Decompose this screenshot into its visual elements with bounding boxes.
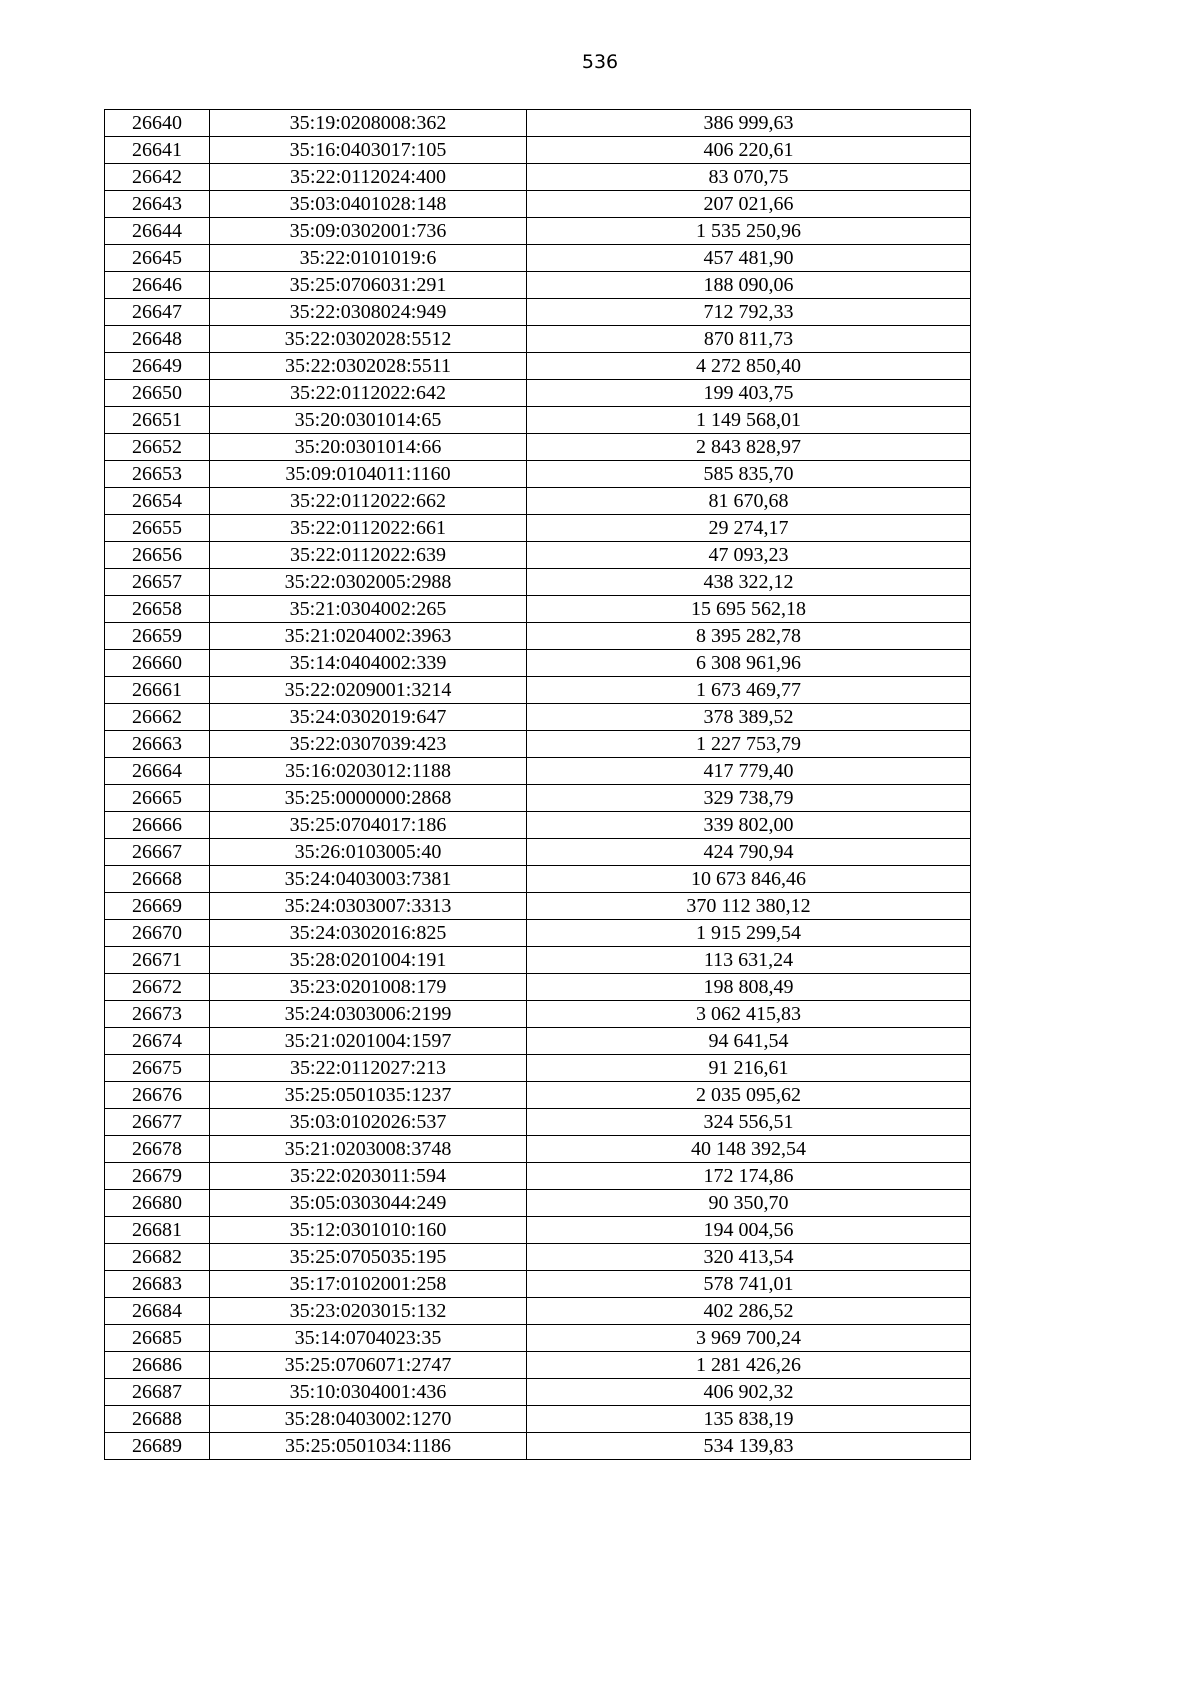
cadastral-number-cell: 35:28:0403002:1270 <box>210 1406 527 1433</box>
cadastral-value-cell: 198 808,49 <box>527 974 971 1001</box>
cadastral-value-cell: 712 792,33 <box>527 299 971 326</box>
cadastral-value-cell: 585 835,70 <box>527 461 971 488</box>
row-number-cell: 26651 <box>105 407 210 434</box>
cadastral-number-cell: 35:21:0203008:3748 <box>210 1136 527 1163</box>
table-row <box>105 488 971 515</box>
table-row <box>105 110 971 137</box>
table-row <box>105 1190 971 1217</box>
row-number-cell: 26671 <box>105 947 210 974</box>
cadastral-number-cell: 35:28:0201004:191 <box>210 947 527 974</box>
cadastral-value-cell: 29 274,17 <box>527 515 971 542</box>
table-row <box>105 1352 971 1379</box>
table-row <box>105 1244 971 1271</box>
table-row <box>105 461 971 488</box>
row-number-cell: 26675 <box>105 1055 210 1082</box>
cadastral-value-cell: 457 481,90 <box>527 245 971 272</box>
cadastral-number-cell: 35:24:0403003:7381 <box>210 866 527 893</box>
cadastral-number-cell: 35:22:0308024:949 <box>210 299 527 326</box>
cadastral-number-cell: 35:24:0302016:825 <box>210 920 527 947</box>
cadastral-number-cell: 35:14:0404002:339 <box>210 650 527 677</box>
table-row <box>105 353 971 380</box>
table-row <box>105 1136 971 1163</box>
row-number-cell: 26656 <box>105 542 210 569</box>
row-number-cell: 26663 <box>105 731 210 758</box>
table-row <box>105 1271 971 1298</box>
row-number-cell: 26644 <box>105 218 210 245</box>
cadastral-value-cell: 329 738,79 <box>527 785 971 812</box>
cadastral-number-cell: 35:22:0112022:662 <box>210 488 527 515</box>
table-row <box>105 272 971 299</box>
table-row <box>105 1055 971 1082</box>
cadastral-number-cell: 35:22:0112022:661 <box>210 515 527 542</box>
cadastral-value-cell: 207 021,66 <box>527 191 971 218</box>
table-row <box>105 1379 971 1406</box>
cadastral-value-cell: 135 838,19 <box>527 1406 971 1433</box>
table-row <box>105 677 971 704</box>
cadastral-number-cell: 35:10:0304001:436 <box>210 1379 527 1406</box>
cadastral-value-cell: 320 413,54 <box>527 1244 971 1271</box>
cadastral-number-cell: 35:25:0704017:186 <box>210 812 527 839</box>
cadastral-value-cell: 47 093,23 <box>527 542 971 569</box>
cadastral-value-cell: 15 695 562,18 <box>527 596 971 623</box>
row-number-cell: 26655 <box>105 515 210 542</box>
row-number-cell: 26666 <box>105 812 210 839</box>
cadastral-value-cell: 339 802,00 <box>527 812 971 839</box>
cadastral-value-cell: 370 112 380,12 <box>527 893 971 920</box>
cadastral-number-cell: 35:22:0112022:642 <box>210 380 527 407</box>
row-number-cell: 26689 <box>105 1433 210 1460</box>
cadastral-value-cell: 10 673 846,46 <box>527 866 971 893</box>
row-number-cell: 26654 <box>105 488 210 515</box>
cadastral-number-cell: 35:22:0112027:213 <box>210 1055 527 1082</box>
cadastral-number-cell: 35:22:0112024:400 <box>210 164 527 191</box>
row-number-cell: 26678 <box>105 1136 210 1163</box>
table-row <box>105 974 971 1001</box>
row-number-cell: 26653 <box>105 461 210 488</box>
row-number-cell: 26685 <box>105 1325 210 1352</box>
table-row <box>105 785 971 812</box>
cadastral-value-cell: 172 174,86 <box>527 1163 971 1190</box>
cadastral-value-cell: 3 969 700,24 <box>527 1325 971 1352</box>
cadastral-number-cell: 35:25:0705035:195 <box>210 1244 527 1271</box>
cadastral-number-cell: 35:23:0201008:179 <box>210 974 527 1001</box>
cadastral-value-cell: 113 631,24 <box>527 947 971 974</box>
cadastral-number-cell: 35:22:0209001:3214 <box>210 677 527 704</box>
cadastral-value-cell: 1 673 469,77 <box>527 677 971 704</box>
table-row <box>105 1433 971 1460</box>
cadastral-number-cell: 35:23:0203015:132 <box>210 1298 527 1325</box>
cadastral-value-cell: 534 139,83 <box>527 1433 971 1460</box>
row-number-cell: 26658 <box>105 596 210 623</box>
table-row <box>105 1298 971 1325</box>
row-number-cell: 26683 <box>105 1271 210 1298</box>
table-row <box>105 1001 971 1028</box>
row-number-cell: 26677 <box>105 1109 210 1136</box>
cadastral-number-cell: 35:24:0303006:2199 <box>210 1001 527 1028</box>
row-number-cell: 26665 <box>105 785 210 812</box>
table-row <box>105 1028 971 1055</box>
cadastral-value-cell: 2 035 095,62 <box>527 1082 971 1109</box>
cadastral-value-cell: 424 790,94 <box>527 839 971 866</box>
row-number-cell: 26662 <box>105 704 210 731</box>
cadastral-number-cell: 35:21:0304002:265 <box>210 596 527 623</box>
cadastral-number-cell: 35:22:0101019:6 <box>210 245 527 272</box>
cadastral-number-cell: 35:25:0000000:2868 <box>210 785 527 812</box>
cadastral-number-cell: 35:03:0102026:537 <box>210 1109 527 1136</box>
cadastral-number-cell: 35:22:0302028:5511 <box>210 353 527 380</box>
cadastral-value-cell: 1 227 753,79 <box>527 731 971 758</box>
row-number-cell: 26645 <box>105 245 210 272</box>
table-row <box>105 758 971 785</box>
cadastral-value-cell: 402 286,52 <box>527 1298 971 1325</box>
cadastral-number-cell: 35:22:0302028:5512 <box>210 326 527 353</box>
row-number-cell: 26676 <box>105 1082 210 1109</box>
cadastral-number-cell: 35:22:0112022:639 <box>210 542 527 569</box>
cadastral-value-cell: 199 403,75 <box>527 380 971 407</box>
table-row <box>105 542 971 569</box>
cadastral-number-cell: 35:24:0303007:3313 <box>210 893 527 920</box>
cadastral-number-cell: 35:21:0204002:3963 <box>210 623 527 650</box>
row-number-cell: 26641 <box>105 137 210 164</box>
cadastral-value-cell: 386 999,63 <box>527 110 971 137</box>
row-number-cell: 26687 <box>105 1379 210 1406</box>
table-row <box>105 191 971 218</box>
table-row <box>105 1217 971 1244</box>
cadastral-number-cell: 35:16:0203012:1188 <box>210 758 527 785</box>
cadastral-number-cell: 35:17:0102001:258 <box>210 1271 527 1298</box>
table-row <box>105 164 971 191</box>
table-row <box>105 947 971 974</box>
cadastral-value-cell: 406 902,32 <box>527 1379 971 1406</box>
cadastral-value-cell: 91 216,61 <box>527 1055 971 1082</box>
row-number-cell: 26674 <box>105 1028 210 1055</box>
cadastral-value-cell: 2 843 828,97 <box>527 434 971 461</box>
cadastral-value-cell: 194 004,56 <box>527 1217 971 1244</box>
cadastral-value-cell: 6 308 961,96 <box>527 650 971 677</box>
row-number-cell: 26648 <box>105 326 210 353</box>
row-number-cell: 26661 <box>105 677 210 704</box>
table-row <box>105 623 971 650</box>
row-number-cell: 26669 <box>105 893 210 920</box>
row-number-cell: 26668 <box>105 866 210 893</box>
cadastral-value-table <box>104 109 971 1460</box>
cadastral-number-cell: 35:22:0203011:594 <box>210 1163 527 1190</box>
cadastral-value-cell: 417 779,40 <box>527 758 971 785</box>
cadastral-number-cell: 35:05:0303044:249 <box>210 1190 527 1217</box>
cadastral-number-cell: 35:25:0501034:1186 <box>210 1433 527 1460</box>
cadastral-value-cell: 40 148 392,54 <box>527 1136 971 1163</box>
cadastral-number-cell: 35:25:0706031:291 <box>210 272 527 299</box>
row-number-cell: 26688 <box>105 1406 210 1433</box>
cadastral-value-cell: 438 322,12 <box>527 569 971 596</box>
cadastral-value-cell: 188 090,06 <box>527 272 971 299</box>
table-row <box>105 866 971 893</box>
cadastral-number-cell: 35:26:0103005:40 <box>210 839 527 866</box>
row-number-cell: 26682 <box>105 1244 210 1271</box>
table-row <box>105 650 971 677</box>
cadastral-number-cell: 35:24:0302019:647 <box>210 704 527 731</box>
table-row <box>105 920 971 947</box>
row-number-cell: 26652 <box>105 434 210 461</box>
row-number-cell: 26647 <box>105 299 210 326</box>
table-row <box>105 434 971 461</box>
cadastral-value-cell: 94 641,54 <box>527 1028 971 1055</box>
table-row <box>105 1325 971 1352</box>
cadastral-value-cell: 83 070,75 <box>527 164 971 191</box>
row-number-cell: 26650 <box>105 380 210 407</box>
table-row <box>105 731 971 758</box>
table-row <box>105 1163 971 1190</box>
row-number-cell: 26642 <box>105 164 210 191</box>
cadastral-value-cell: 1 281 426,26 <box>527 1352 971 1379</box>
cadastral-number-cell: 35:20:0301014:65 <box>210 407 527 434</box>
table-row <box>105 596 971 623</box>
cadastral-number-cell: 35:25:0501035:1237 <box>210 1082 527 1109</box>
row-number-cell: 26672 <box>105 974 210 1001</box>
table-row <box>105 380 971 407</box>
row-number-cell: 26660 <box>105 650 210 677</box>
cadastral-number-cell: 35:20:0301014:66 <box>210 434 527 461</box>
cadastral-number-cell: 35:12:0301010:160 <box>210 1217 527 1244</box>
cadastral-value-cell: 90 350,70 <box>527 1190 971 1217</box>
table-row <box>105 839 971 866</box>
cadastral-number-cell: 35:22:0302005:2988 <box>210 569 527 596</box>
cadastral-value-cell: 4 272 850,40 <box>527 353 971 380</box>
cadastral-number-cell: 35:16:0403017:105 <box>210 137 527 164</box>
cadastral-value-cell: 1 915 299,54 <box>527 920 971 947</box>
table-row <box>105 299 971 326</box>
cadastral-value-cell: 1 535 250,96 <box>527 218 971 245</box>
cadastral-value-cell: 81 670,68 <box>527 488 971 515</box>
cadastral-value-cell: 870 811,73 <box>527 326 971 353</box>
row-number-cell: 26643 <box>105 191 210 218</box>
cadastral-value-cell: 378 389,52 <box>527 704 971 731</box>
row-number-cell: 26684 <box>105 1298 210 1325</box>
cadastral-value-cell: 1 149 568,01 <box>527 407 971 434</box>
cadastral-number-cell: 35:21:0201004:1597 <box>210 1028 527 1055</box>
cadastral-number-cell: 35:19:0208008:362 <box>210 110 527 137</box>
row-number-cell: 26640 <box>105 110 210 137</box>
cadastral-number-cell: 35:22:0307039:423 <box>210 731 527 758</box>
row-number-cell: 26680 <box>105 1190 210 1217</box>
row-number-cell: 26664 <box>105 758 210 785</box>
cadastral-value-cell: 406 220,61 <box>527 137 971 164</box>
table-row <box>105 515 971 542</box>
row-number-cell: 26686 <box>105 1352 210 1379</box>
page-number: 536 <box>581 51 619 73</box>
table-row <box>105 407 971 434</box>
table-row <box>105 704 971 731</box>
cadastral-value-cell: 324 556,51 <box>527 1109 971 1136</box>
cadastral-value-cell: 578 741,01 <box>527 1271 971 1298</box>
cadastral-number-cell: 35:25:0706071:2747 <box>210 1352 527 1379</box>
table-row <box>105 1109 971 1136</box>
table-row <box>105 218 971 245</box>
table-row <box>105 1082 971 1109</box>
table-row <box>105 569 971 596</box>
row-number-cell: 26646 <box>105 272 210 299</box>
table-body <box>105 110 971 1460</box>
table-row <box>105 1406 971 1433</box>
table-row <box>105 812 971 839</box>
table-row <box>105 893 971 920</box>
cadastral-number-cell: 35:14:0704023:35 <box>210 1325 527 1352</box>
cadastral-number-cell: 35:09:0302001:736 <box>210 218 527 245</box>
cadastral-number-cell: 35:03:0401028:148 <box>210 191 527 218</box>
row-number-cell: 26659 <box>105 623 210 650</box>
row-number-cell: 26667 <box>105 839 210 866</box>
cadastral-value-cell: 8 395 282,78 <box>527 623 971 650</box>
cadastral-value-cell: 3 062 415,83 <box>527 1001 971 1028</box>
cadastral-number-cell: 35:09:0104011:1160 <box>210 461 527 488</box>
row-number-cell: 26649 <box>105 353 210 380</box>
row-number-cell: 26681 <box>105 1217 210 1244</box>
table-row <box>105 245 971 272</box>
row-number-cell: 26670 <box>105 920 210 947</box>
table-row <box>105 326 971 353</box>
row-number-cell: 26679 <box>105 1163 210 1190</box>
row-number-cell: 26657 <box>105 569 210 596</box>
table-row <box>105 137 971 164</box>
row-number-cell: 26673 <box>105 1001 210 1028</box>
